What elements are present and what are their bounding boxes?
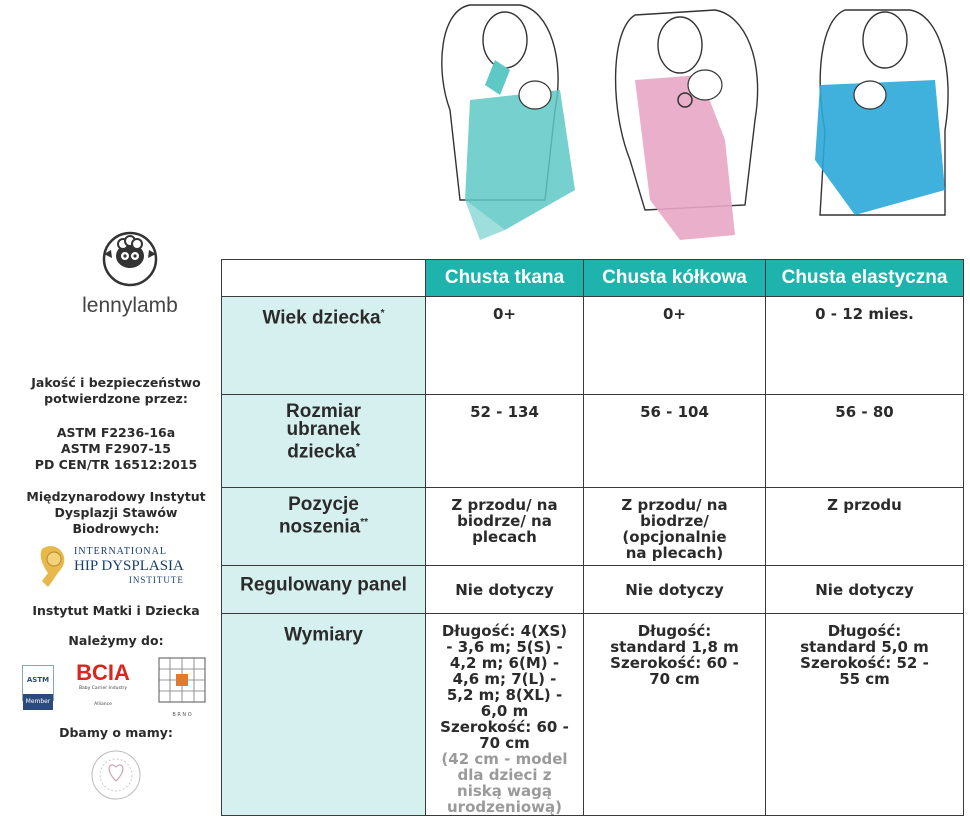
standard-item: ASTM F2236-16a	[56, 425, 176, 440]
astm-logo	[22, 665, 54, 705]
row-label	[222, 297, 426, 395]
table-row	[222, 395, 964, 488]
ihdi-line2: HIP DYSPLASIA	[74, 558, 184, 574]
quality-title: Jakość i bezpieczeństwo potwierdzone przez:	[31, 375, 201, 406]
row-label-text: Pozycje noszenia	[278, 494, 361, 538]
table-row	[222, 614, 964, 816]
table-cell	[426, 614, 584, 816]
ihdi-title: Międzynarodowy Instytut Dysplazji Stawów Biodrowych:	[26, 489, 206, 536]
header-corner	[222, 260, 426, 297]
mother-care-seal-icon	[90, 749, 142, 801]
comparison-table	[221, 259, 964, 816]
ring-sling-illustration	[605, 0, 780, 245]
table-row	[222, 566, 964, 614]
sheep-icon	[99, 228, 161, 288]
astm-mark: ASTM	[26, 676, 50, 684]
care-title: Dbamy o mamy:	[59, 725, 173, 740]
table-row	[222, 297, 964, 395]
table-cell: 52 - 134	[426, 395, 584, 488]
ihdi-line1: INTERNATIONAL	[74, 546, 167, 557]
bcia-mark: BCIA	[76, 660, 130, 685]
table-cell: Długość: standard 5,0 m Szerokość: 52 - 55 cm	[766, 614, 964, 816]
hip-icon	[36, 543, 72, 589]
table-cell: Nie dotyczy	[584, 566, 766, 614]
row-label	[222, 488, 426, 566]
instytut-label: Instytut Matki i Dziecka	[32, 603, 200, 618]
standard-item: ASTM F2907-15	[61, 441, 171, 456]
table-cell: Z przodu	[766, 488, 964, 566]
standard-item: PD CEN/TR 16512:2015	[34, 457, 198, 472]
row-label	[222, 395, 426, 488]
astm-member: Member	[23, 694, 53, 710]
table-cell: Z przodu/ na biodrze/ na plecach	[426, 488, 584, 566]
table-cell: Nie dotyczy	[426, 566, 584, 614]
table-cell: Z przodu/ na biodrze/ (opcjonalnie na plecach)	[584, 488, 766, 566]
table-cell: 0+	[584, 297, 766, 395]
row-label-mark: **	[360, 517, 369, 528]
member-logos	[10, 657, 222, 717]
table-cell: Nie dotyczy	[766, 566, 964, 614]
header-row	[222, 260, 964, 297]
brno-grid-icon	[158, 657, 206, 703]
header-ring-sling: Chusta kółkowa	[584, 260, 766, 297]
header-stretchy-wrap: Chusta elastyczna	[766, 260, 964, 297]
brno-text: B R N O	[172, 712, 192, 718]
ihdi-logo	[36, 543, 196, 589]
dimensions-note: (42 cm - model dla dzieci z niską wagą urodzeniową)	[441, 750, 568, 816]
woven-wrap-illustration	[410, 0, 585, 245]
row-label-mark: *	[355, 442, 360, 453]
row-label-text: Rozmiar ubranek dziecka	[286, 401, 361, 463]
table-cell: 56 - 104	[584, 395, 766, 488]
row-label-text: Wymiary	[284, 624, 363, 646]
brno-logo	[158, 657, 206, 718]
dimensions-text: Długość: 4(XS) - 3,6 m; 5(S) - 4,2 m; 6(M) - 4,6 m; 7(L) - 5,2 m; 8(XL) - 6,0 m Szerokość: 60 - 70 cm	[440, 622, 569, 752]
stretchy-wrap-illustration	[795, 0, 970, 245]
row-label-text: Regulowany panel	[240, 574, 407, 596]
table-row	[222, 488, 964, 566]
lennylamb-logo	[60, 228, 200, 318]
bcia-sub: Baby Carrier Industry Alliance	[78, 686, 128, 707]
row-label-mark: *	[380, 308, 385, 319]
table-cell: 0+	[426, 297, 584, 395]
row-label-text: Wiek dziecka	[262, 307, 381, 329]
bcia-logo	[72, 660, 134, 713]
brand-name: lennylamb	[82, 294, 178, 317]
members-title: Należymy do:	[68, 633, 164, 648]
table-cell: 56 - 80	[766, 395, 964, 488]
sidebar	[10, 375, 222, 805]
row-label	[222, 566, 426, 614]
ihdi-line3: INSTITUTE	[128, 575, 184, 585]
table-cell: Długość: standard 1,8 m Szerokość: 60 - 70 cm	[584, 614, 766, 816]
table-cell: 0 - 12 mies.	[766, 297, 964, 395]
header-woven-wrap: Chusta tkana	[426, 260, 584, 297]
row-label	[222, 614, 426, 816]
